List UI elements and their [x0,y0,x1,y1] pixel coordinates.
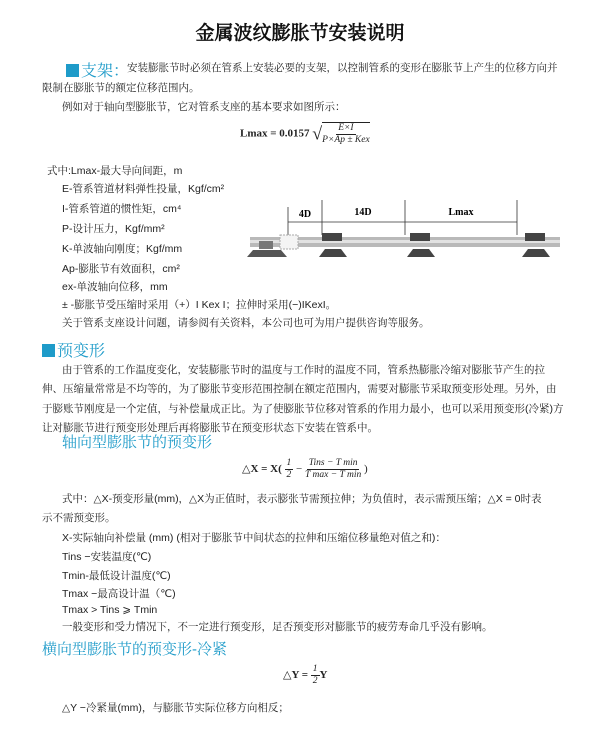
lateral-line: △Y −冷紧量(mm)，与膨胀节实际位移方向相反； [62,702,289,714]
legend-line: I-管系管道的惯性矩，cm⁴ [62,203,182,215]
legend-line: ex-单波轴向位移，mm [62,281,168,293]
half-num: 1 [312,664,318,674]
square-bullet-icon [42,344,55,357]
dim-label-lmax: Lmax [448,207,474,218]
formula-lhs: △X = X( [242,463,282,476]
support-line2: 限制在膨胀节的额定位移范围内。 [42,82,200,94]
half-den: 2 [312,676,318,686]
predeform-para-line: 由于管系的工作温度变化，安装膨胀节时的温度与工作时的温度不同，管系热膨胀冷缩对膨胀节产生的拉 [62,364,545,376]
lateral-heading: 横向型膨胀节的预变形-冷紧 [42,641,227,658]
half-num: 1 [286,458,292,468]
support-heading [66,58,129,81]
legend-line: K-单波轴向刚度；Kgf/mm [62,243,183,255]
delta-y-formula [283,664,327,687]
page-title: 金属波纹膨胀节安装说明 [195,23,405,44]
axial-line: Tins −安装温度(℃) [62,551,152,563]
legend-line: 关于管系支座设计问题，请参阅有关资料，本公司也可为用户提供咨询等服务。 [62,317,430,329]
axial-line: X-实际轴向补偿量 (mm) (相对于膨胀节中间状态的拉伸和压缩位移量绝对值之和)： [62,532,446,544]
predeform-para-line: 于膨账节刚度是一个定值，与补偿量成正比。为了使膨胀节位移对管系的作用力最小，也可以采用预变形(冷紧)方 [42,403,564,415]
axial-line: Tmin-最低设计温度(℃) [62,570,171,582]
axial-line: 式中：△X-预变形量(mm)，△X为正值时，表示膨张节需预拉伸；为负值时，表示需预压缩；△X = 0时表 [62,493,542,505]
axial-line: 示不需预变形。 [42,512,116,524]
lmax-formula: Lmax = 0.0157 √ $\frac{E\times I}{\text{P×Ap ± Kex}}$ [240,123,370,145]
support-heading-text: 支架： [81,63,130,80]
formula-denominator: T max − T min [305,470,362,480]
predeform-para-line: 伸、压缩量常常是不均等的，为了膨胀节变形范围控制在额定范围内，需要对膨胀节采取预变形处理。另外，由 [42,383,557,395]
legend-line: ± -膨胀节受压缩时采用（+）I Kex I；拉伸时采用(−)IKexI。 [62,299,337,311]
axial-line: Tmax −最高设计温（℃) [62,588,176,600]
support-line1: 安装膨胀节时必须在管系上安装必要的支架，以控制管系的变形在膨胀节上产生的位移方向并 [127,62,558,74]
formula-numerator: E×I [338,123,354,133]
formula-denominator: P×Ap ± Kex [322,135,370,145]
formula-lhs: Lmax = 0.0157 [240,127,310,140]
axial-heading: 轴向型膨胀节的预变形 [62,434,213,451]
support-base [247,250,287,257]
bellows-icon [280,235,298,249]
formula-rhs: Y [319,669,328,682]
formula-numerator: Tins − T min [308,458,358,468]
legend-line: E-管系管道材料弹性投量，Kgf/cm² [62,183,225,195]
axial-line: 一般变形和受力情况下，不一定进行预变形，足否预变形对膨胀节的疲劳寿命几乎没有影响。 [62,621,493,633]
dim-label-14d: 14D [354,207,372,218]
legend-line: P-设计压力，Kgf/mm² [62,223,165,235]
predeform-para-line: 让对膨胀节进行预变形处理后再将膨胀节在预变形状态下安装在管系中。 [42,422,378,434]
formula-lhs: △Y = [283,669,311,682]
legend-line: Ap-膨胀节有效面积，cm² [62,263,180,275]
pipe-support-diagram [245,195,565,265]
predeform-heading-text: 预变形 [57,343,106,360]
half-den: 2 [286,470,292,480]
close-paren: ) [363,463,368,476]
legend-line: 式中:Lmax-最大导向间距，m [47,165,183,177]
predeform-heading [42,338,105,361]
support-example: 例如对于轴向型膨胀节，它对管系支座的基本要求如图所示： [62,101,346,113]
minus-sign: − [296,463,303,476]
square-bullet-icon [66,64,79,77]
axial-line: Tmax > Tins ⩾ Tmin [62,604,158,616]
dim-label-4d: 4D [298,209,312,220]
delta-x-formula [242,458,368,481]
